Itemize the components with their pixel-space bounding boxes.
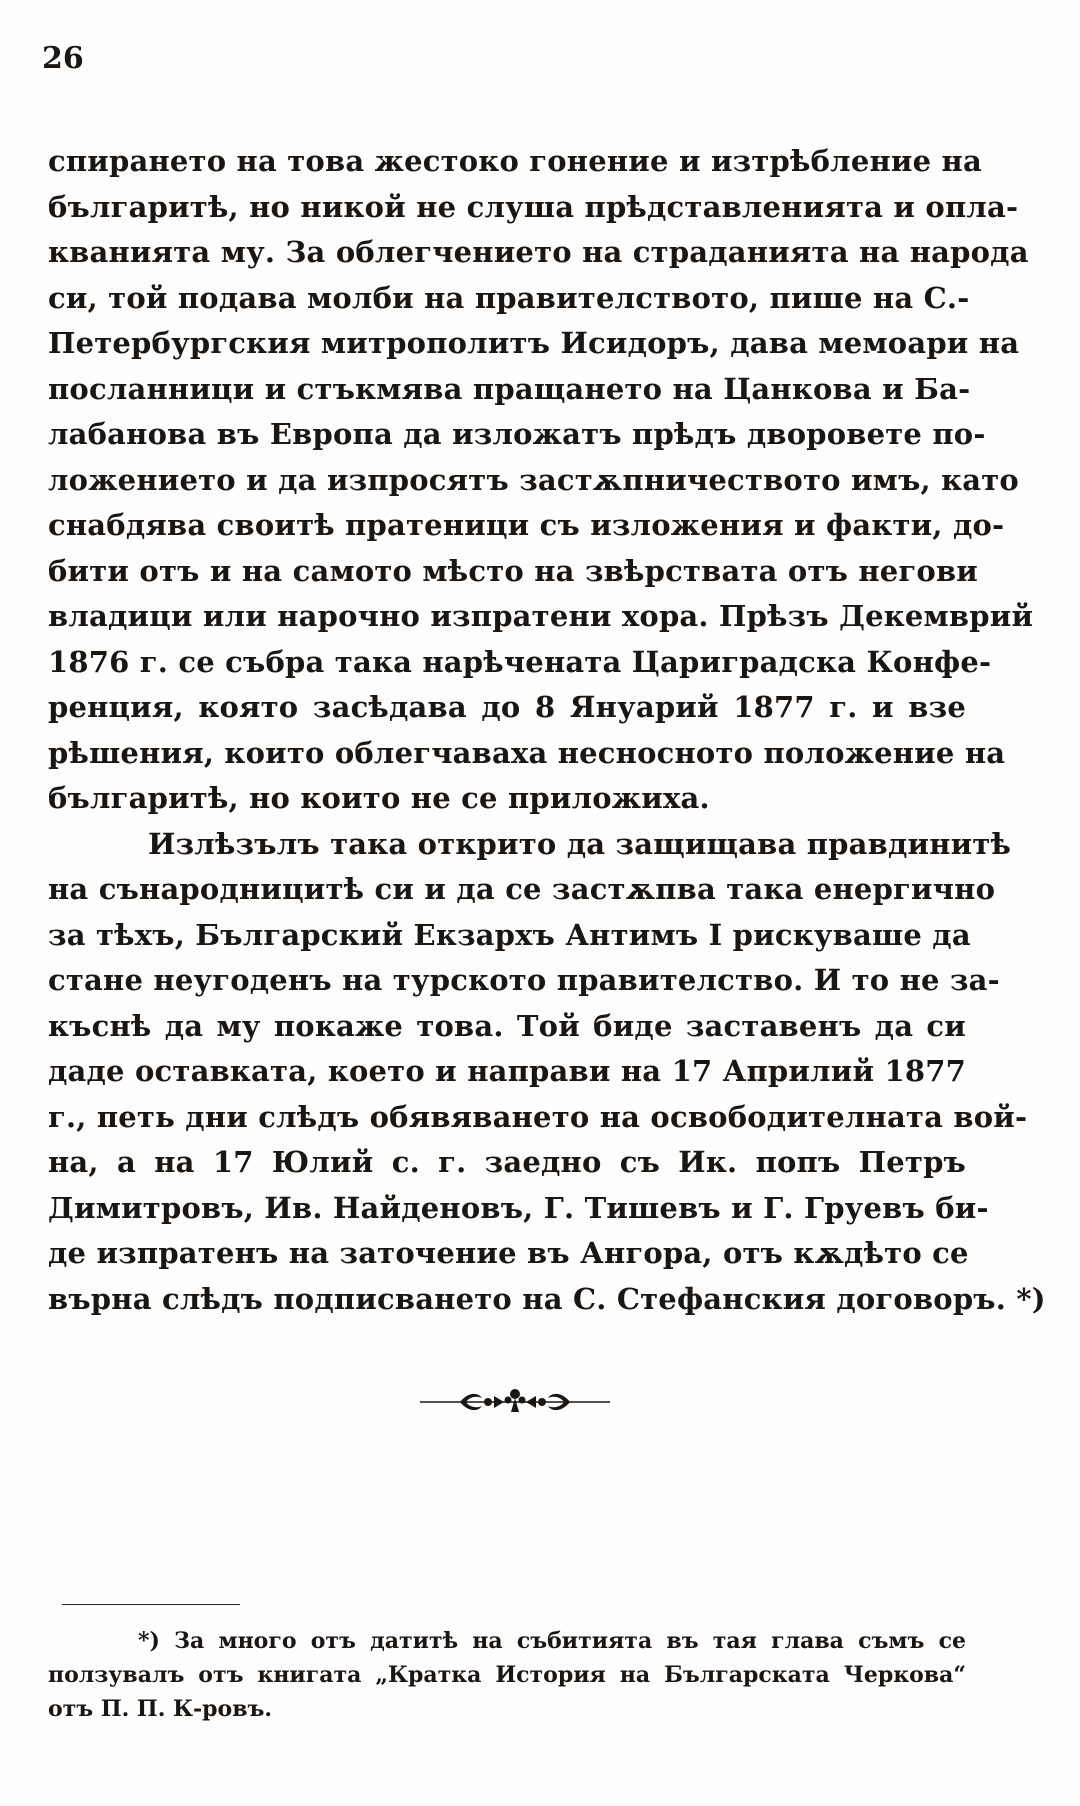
text-line: рѣшения, които облегчаваха несносното положение на (48, 735, 1006, 770)
footnote (48, 1624, 966, 1726)
text-line: къснѣ да му покаже това. Той биде заставенъ да си (48, 1008, 966, 1043)
text-line: посланници и стъкмява пращането на Цанкова и Ба- (48, 371, 971, 406)
text-line: на, а на 17 Юлий с. г. заедно съ Ик. попъ Петръ (48, 1145, 966, 1179)
text-line: спирането на това жестоко гонение и изтрѣбление на (48, 144, 982, 178)
text-line: за тѣхъ, Българский Екзархъ Антимъ I рискуваше да (48, 917, 971, 952)
text-line: ренция, която засѣдава до 8 Януарий 1877 г. и взе (48, 690, 966, 724)
body-text (48, 139, 1046, 1322)
text-line: лабанова въ Европа да изложатъ прѣдъ дворовете по- (48, 417, 986, 451)
text-line: Димитровъ, Ив. Найденовъ, Г. Тишевъ и Г. Груевъ би- (48, 1190, 989, 1225)
footnote-line: *) За много отъ датитѣ на събитията въ тая глава съмъ се (138, 1628, 966, 1654)
text-line: стане неугоденъ на турското правителство. И то не за- (48, 963, 1000, 997)
footnote-line: ползувалъ отъ книгата „Кратка История на Българската Черкова“ (48, 1662, 966, 1688)
text-line: бити отъ и на самото мѣсто на звѣрствата отъ негови (48, 553, 979, 588)
paragraph-first-line: Излѣзълъ така открито да защищава правдинитѣ (148, 826, 1012, 861)
text-line: кванията му. За облегчението на страданията на народа (48, 235, 1029, 269)
paragraph-end-line: българитѣ, но които не се приложиха. (48, 781, 710, 815)
text-line: де изпратенъ на заточение въ Ангора, отъ кѫдѣто се (48, 1236, 969, 1270)
text-line: снабдява своитѣ пратеници съ изложения и факти, до- (48, 508, 1005, 542)
text-line: българитѣ, но никой не слуша прѣдставленията и опла- (48, 189, 1019, 224)
footnote-divider (62, 1604, 240, 1605)
text-line: си, той подава молби на правителството, пише на С.- (48, 280, 970, 315)
footnote-line: отъ П. П. К-ровъ. (48, 1696, 273, 1722)
text-line: 1876 г. се събра така нарѣчената Цариградска Конфе- (48, 644, 992, 679)
text-line: даде оставката, което и направи на 17 Априлий 1877 (48, 1054, 966, 1088)
text-line: г., петь дни слѣдъ обявяването на освободителната вой- (48, 1099, 1028, 1134)
floral-divider-icon (420, 1380, 610, 1420)
page-number: 26 (42, 41, 84, 76)
text-line: на сънародницитѣ си и да се застѫпва така енергично (48, 872, 996, 906)
text-line: владици или нарочно изпратени хора. Прѣзъ Декемврий (48, 599, 1034, 633)
paragraph-end-line: върна слѣдъ подписването на С. Стефанския договоръ. *) (48, 1281, 1046, 1316)
text-line: Петербургския митрополитъ Исидоръ, дава мемоари на (48, 326, 1020, 360)
text-line: ложението и да изпросятъ застѫпничеството имъ, като (48, 462, 1019, 497)
